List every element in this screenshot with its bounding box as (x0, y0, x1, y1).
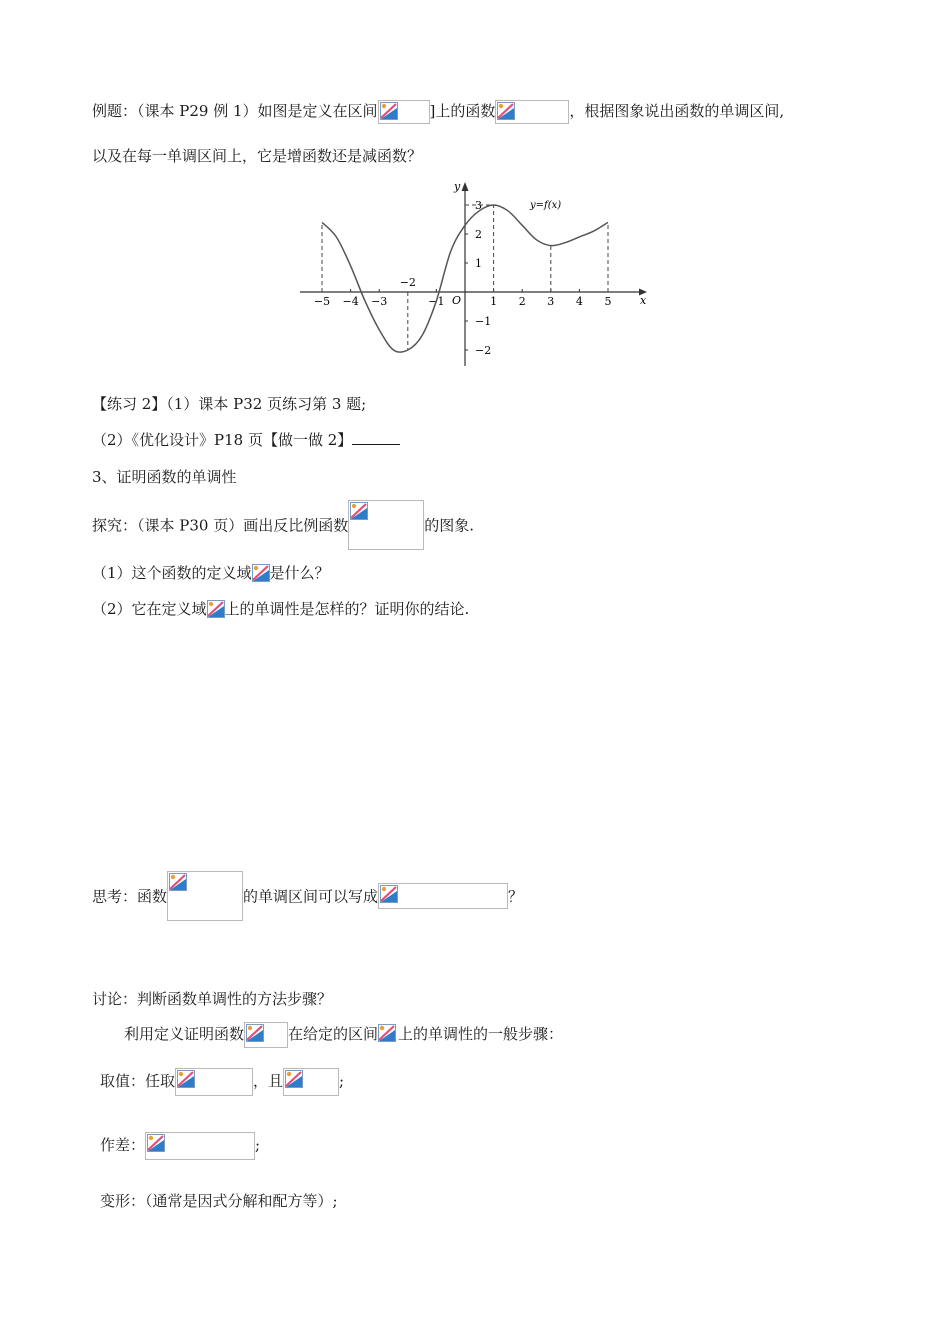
method-text-b: 在给定的区间 (288, 1025, 379, 1043)
broken-image-icon (177, 1070, 195, 1088)
think-function-image (167, 871, 243, 921)
x-tick-label: −1 (428, 295, 445, 308)
interval-union-image (378, 883, 508, 909)
difference-image (145, 1132, 255, 1160)
question-1-text-b: 是什么？ (269, 564, 330, 582)
method-line (124, 1022, 563, 1048)
y-tick-label: −1 (475, 315, 492, 328)
step-take-text-a: 取值：任取 (100, 1072, 176, 1090)
broken-image-icon (378, 1024, 396, 1042)
x-tick-label: 2 (518, 295, 526, 308)
x-tick-label: −3 (371, 295, 388, 308)
answer-blank (352, 430, 400, 445)
broken-image-icon (380, 102, 398, 120)
broken-image-icon (497, 102, 515, 120)
broken-image-icon (169, 873, 187, 891)
think-text-a: 思考：函数 (92, 887, 168, 906)
question-1-text-a: （1）这个函数的定义域 (92, 564, 252, 582)
x-axis-label: x (640, 294, 647, 307)
practice-item-2 (92, 429, 400, 450)
think-text-b: 的单调区间可以写成 (243, 887, 379, 906)
broken-image-icon (246, 1024, 264, 1042)
step-diff-text-a: 作差： (100, 1136, 146, 1154)
broken-image-icon (285, 1070, 303, 1088)
explore-line (92, 500, 474, 550)
question-2 (92, 598, 469, 620)
step-deform: 变形：（通常是因式分解和配方等）; (100, 1192, 338, 1210)
x-tick-label: 4 (575, 295, 583, 308)
broken-image-icon (147, 1134, 165, 1152)
graph-axes (300, 180, 647, 366)
y-tick-label: 1 (475, 257, 482, 270)
domain-formula-image (207, 600, 225, 620)
step-diff-text-b: ; (255, 1136, 261, 1154)
function-formula-image (495, 100, 569, 124)
example-text-b: ]上的函数 (429, 102, 496, 120)
method-text-c: 上的单调性的一般步骤： (398, 1025, 564, 1043)
step-take-values (100, 1068, 344, 1096)
question-2-text-b: 上的单调性是怎样的？证明你的结论. (224, 600, 470, 618)
explore-text-b: 的图象. (424, 516, 474, 535)
discuss-title: 讨论：判断函数单调性的方法步骤？ (92, 990, 333, 1008)
domain-formula-image (252, 564, 270, 584)
x-tick-label: −4 (342, 295, 359, 308)
practice-item-2-text: （2）《优化设计》P18 页【做一做 2】 (92, 431, 353, 449)
x-tick-label-minus-2: −2 (399, 276, 416, 289)
step-take-text-c: ; (339, 1072, 345, 1090)
x-tick-label: −5 (313, 295, 331, 308)
broken-image-icon (252, 564, 270, 582)
y-tick-label: 3 (475, 199, 482, 212)
condition-image (283, 1068, 339, 1096)
x-tick-label: 1 (490, 295, 498, 308)
question-2-text-a: （2）它在定义域 (92, 600, 207, 618)
broken-image-icon (380, 885, 398, 903)
y-tick-label: −2 (475, 344, 492, 357)
step-take-text-b: ，且 (253, 1072, 284, 1090)
broken-image-icon (350, 502, 368, 520)
y-tick-label: 2 (475, 228, 482, 241)
method-text-a: 利用定义证明函数 (124, 1025, 245, 1043)
think-text-c: ？ (508, 887, 524, 906)
x-tick-label: 3 (547, 295, 555, 308)
method-interval-image (378, 1024, 398, 1046)
y-tick-labels (465, 199, 491, 357)
y-axis-label: y (454, 180, 461, 193)
method-function-image (244, 1022, 288, 1048)
function-graph (290, 178, 660, 373)
interval-formula-image (378, 100, 430, 124)
example-line-1 (92, 100, 784, 124)
x-tick-label: 5 (604, 295, 612, 308)
y-axis-arrow-icon (462, 182, 469, 191)
inverse-function-image (348, 500, 424, 550)
origin-label: O (452, 294, 462, 307)
question-1 (92, 562, 330, 584)
take-values-image (175, 1068, 253, 1096)
practice-title: 【练习 2】（1）课本 P32 页练习第 3 题; (92, 395, 367, 413)
example-text-a: 例题：（课本 P29 例 1）如图是定义在区间 (92, 102, 378, 120)
function-label: y=f(x) (530, 200, 562, 211)
example-line-2: 以及在每一单调区间上，它是增函数还是减函数？ (92, 147, 423, 165)
section-3-title: 3、证明函数的单调性 (92, 468, 237, 486)
step-difference (100, 1132, 260, 1160)
broken-image-icon (207, 600, 225, 618)
think-line (92, 871, 523, 921)
example-text-c: ，根据图象说出函数的单调区间, (569, 102, 785, 120)
explore-text-a: 探究：（课本 P30 页）画出反比例函数 (92, 516, 349, 535)
